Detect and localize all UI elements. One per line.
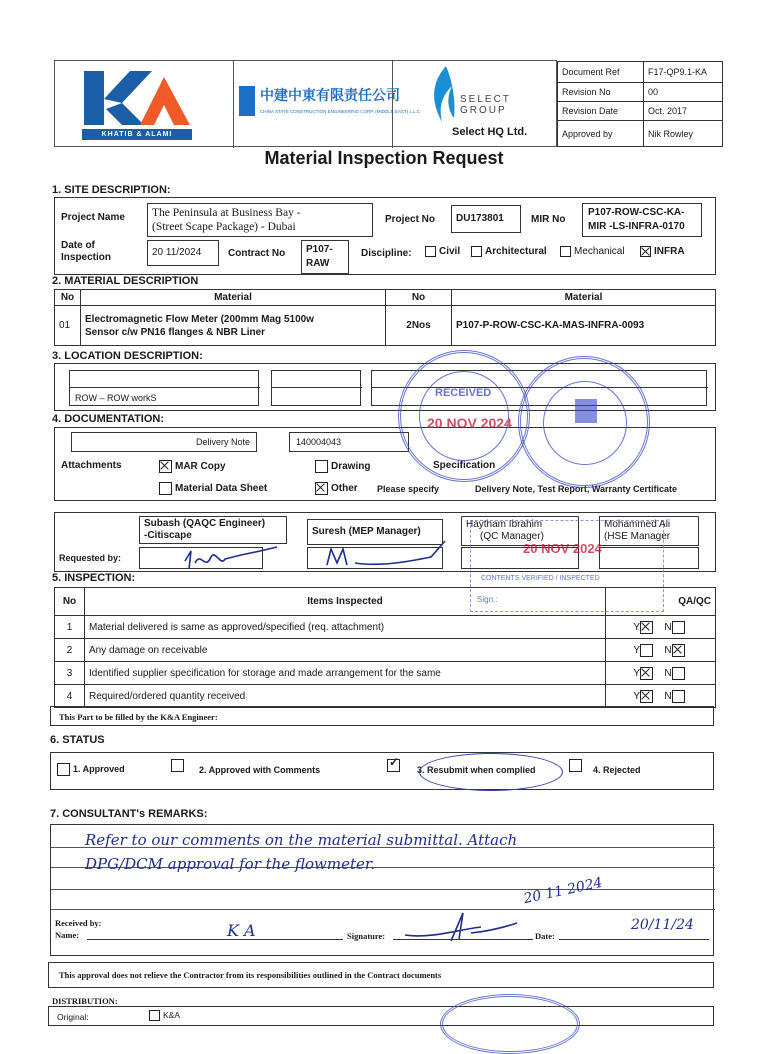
status-rejected[interactable] <box>569 759 585 772</box>
received-by-label <box>55 917 102 941</box>
status-resubmit-label: 3. Resubmit when complied <box>417 765 536 775</box>
date-label-line1: Date of <box>61 240 95 251</box>
inspection-row <box>55 662 716 685</box>
section-material-heading: 2. MATERIAL DESCRIPTION <box>52 275 199 287</box>
page-title: Material Inspection Request <box>264 148 504 168</box>
doc-control-row <box>558 102 723 121</box>
checkbox-mar-copy[interactable] <box>159 460 172 473</box>
doc-control-row <box>558 62 723 83</box>
checkbox-no[interactable] <box>672 621 685 634</box>
distribution-heading: DISTRIBUTION: <box>52 996 118 1006</box>
inspection-col-no: No <box>55 588 85 616</box>
inspection-row-text: Any damage on receivable <box>85 639 606 662</box>
contract-no-line1: P107- <box>306 244 333 255</box>
inspection-row-no: 4 <box>55 685 85 708</box>
attachment-other-label: Other <box>331 483 358 495</box>
other-attachments-text: Delivery Note, Test Report, Warranty Certificate <box>475 484 678 494</box>
doc-control-value: Nik Rowley <box>644 121 723 147</box>
inspection-row-no: 2 <box>55 639 85 662</box>
attachment-mar-copy-label: MAR Copy <box>175 461 226 473</box>
resubmit-ink-circle <box>419 753 563 791</box>
signature-label: Signature: <box>347 931 386 941</box>
cscec-chinese-name: 中建中東有限责任公司 <box>260 88 400 104</box>
discipline-label: Discipline: <box>361 248 412 259</box>
distribution-original-option[interactable] <box>149 1010 180 1021</box>
name-underline <box>87 939 343 940</box>
project-no-label: Project No <box>385 214 436 225</box>
project-name-line1: The Peninsula at Business Bay - <box>152 207 301 219</box>
received-by-name: K A <box>227 921 256 940</box>
no-label: N <box>664 621 672 633</box>
no-label: N <box>664 644 672 656</box>
yes-label: Y <box>633 644 641 656</box>
material-row <box>55 306 716 346</box>
select-logo-line1: SELECT <box>460 94 511 105</box>
remarks-box <box>50 824 714 956</box>
material-header-row <box>55 290 716 306</box>
material-table <box>54 289 716 346</box>
checkbox-mechanical[interactable] <box>560 246 571 257</box>
doc-control-value: F17-QP9.1-KA <box>644 62 723 83</box>
qc-stamp-text: CONTENTS VERIFIED / INSPECTED <box>481 575 600 582</box>
select-logo-caption: Select HQ Ltd. <box>452 126 528 138</box>
checkbox-rejected[interactable] <box>569 759 582 772</box>
inspection-row-answer <box>606 662 716 685</box>
requester-1-org: -Citiscape <box>144 530 192 541</box>
date-label: Date: <box>535 931 555 941</box>
checkbox-other[interactable] <box>315 482 328 495</box>
distribution-box <box>48 1006 714 1026</box>
attachment-specification-label: Specification <box>433 460 496 471</box>
inspection-col-items: Items Inspected <box>85 588 606 616</box>
attachment-material-data-sheet[interactable] <box>159 482 267 495</box>
header-logo-block <box>54 60 557 147</box>
select-flame-icon <box>428 64 456 124</box>
status-approved-label: 1. Approved <box>73 763 125 774</box>
received-by-text: Received by: <box>55 918 102 928</box>
cscec-stamp-inner-ring <box>543 381 627 465</box>
checkbox-yes[interactable] <box>640 621 653 634</box>
material-col-material: Material <box>81 290 386 306</box>
material-col-no2: No <box>386 290 452 306</box>
cscec-icon <box>239 86 255 116</box>
mir-no-line1: P107-ROW-CSC-KA- <box>588 207 685 218</box>
inspection-row-text: Material delivered is same as approved/specified (req. attachment) <box>85 616 606 639</box>
delivery-note-label: Delivery Note <box>71 432 257 452</box>
doc-control-value: 00 <box>644 83 723 102</box>
inspection-row <box>55 685 716 708</box>
inspection-row-no: 3 <box>55 662 85 685</box>
checkbox-drawing[interactable] <box>315 460 328 473</box>
status-resubmit[interactable] <box>387 759 403 772</box>
location-value: ROW – ROW workS <box>75 393 157 403</box>
discipline-civil-label: Civil <box>439 246 461 258</box>
contract-no-value <box>301 240 349 274</box>
cscec-english-name: CHINA STATE CONSTRUCTION ENGINEERING CORP. (MIDDLE EAST) L.L.C <box>260 109 421 114</box>
remarks-handwritten-line1: Refer to our comments on the material submittal. Attach <box>85 831 518 849</box>
requested-by-label: Requested by: <box>59 553 122 563</box>
inspection-row-answer <box>606 639 716 662</box>
section-site-heading: 1. SITE DESCRIPTION: <box>52 184 171 196</box>
attachment-mds-label: Material Data Sheet <box>175 483 268 495</box>
please-specify-label: Please specify <box>377 484 440 494</box>
project-name-value <box>147 203 373 237</box>
project-name-line2: (Street Scape Package) - Dubai <box>152 221 296 233</box>
inspection-footer-note: This Part to be filled by the K&A Engineer: <box>50 706 714 726</box>
section-status-heading: 6. STATUS <box>50 734 105 746</box>
yes-label: Y <box>633 621 641 633</box>
qc-verification-stamp <box>470 520 664 612</box>
bottom-corporate-stamp <box>440 994 580 1054</box>
no-label: N <box>664 690 672 702</box>
doc-control-label: Document Ref <box>558 62 644 83</box>
status-approved[interactable] <box>57 763 125 776</box>
distribution-ka-label: K&A <box>163 1010 181 1020</box>
date-of-inspection-value: 20 11/2024 <box>147 240 219 266</box>
checkbox-yes[interactable] <box>640 667 653 680</box>
material-row-qty: 2Nos <box>386 306 452 346</box>
requester-1 <box>139 516 287 544</box>
status-box <box>50 752 714 790</box>
mir-no-label: MIR No <box>531 214 566 225</box>
requester-1-name: Subash (QAQC Engineer) <box>144 518 266 529</box>
select-logo-line2: GROUP <box>460 105 507 116</box>
material-row-ref: P107-P-ROW-CSC-KA-MAS-INFRA-0093 <box>452 306 716 346</box>
inspection-row-text: Required/ordered quantity received <box>85 685 606 708</box>
contract-no-line2: RAW <box>306 258 330 269</box>
checkbox-material-data-sheet[interactable] <box>159 482 172 495</box>
received-date-value: 20/11/24 <box>631 917 694 933</box>
inspection-row-answer <box>606 685 716 708</box>
checkbox-yes[interactable] <box>640 644 653 657</box>
section-remarks-heading: 7. CONSULTANT's REMARKS: <box>50 808 208 820</box>
checkbox-no[interactable] <box>672 667 685 680</box>
section-documentation-heading: 4. DOCUMENTATION: <box>52 413 165 425</box>
requester-4-title: (HSE Manager <box>604 531 671 542</box>
yes-label: Y <box>633 690 641 702</box>
material-row-description <box>81 306 386 346</box>
checkbox-yes[interactable] <box>640 690 653 703</box>
location-field-2 <box>271 370 361 406</box>
inspection-row-text: Identified supplier specification for storage and made arrangement for the same <box>85 662 606 685</box>
received-stamp <box>398 350 530 482</box>
requester-2-name: Suresh (MEP Manager) <box>312 526 421 537</box>
discipline-mechanical-label: Mechanical <box>574 246 625 258</box>
discipline-architectural-label: Architectural <box>485 246 547 258</box>
checkbox-distribution-ka[interactable] <box>149 1010 160 1021</box>
date-label-line2: Inspection <box>61 252 112 263</box>
requester-3-title: (QC Manager) <box>480 531 544 542</box>
attachments-label: Attachments <box>61 460 122 471</box>
inspection-row-answer <box>606 616 716 639</box>
section-inspection-heading: 5. INSPECTION: <box>52 572 136 584</box>
khatib-alami-logo-text: KHATIB & ALAMI <box>101 131 173 138</box>
remarks-handwritten-date: 20 11 2024 <box>522 874 604 908</box>
location-field-1 <box>69 370 259 406</box>
subash-signature <box>181 541 281 573</box>
doc-control-label: Revision Date <box>558 102 644 121</box>
qc-stamp-sign-label: Sign.: <box>477 595 498 604</box>
status-approved-comments[interactable] <box>171 759 187 772</box>
cscec-stamp-emblem <box>575 399 597 423</box>
name-label: Name: <box>55 930 80 940</box>
discipline-infra[interactable] <box>640 246 685 257</box>
discipline-architectural[interactable] <box>471 246 547 257</box>
checkbox-civil[interactable] <box>425 246 436 257</box>
remarks-ruled-line <box>51 889 715 890</box>
status-rejected-label: 4. Rejected <box>593 765 641 775</box>
attachment-drawing-label: Drawing <box>331 461 371 473</box>
doc-control-row <box>558 83 723 102</box>
project-no-value: DU173801 <box>451 205 521 233</box>
material-desc-line2: Sensor c/w PN16 flanges & NBR Liner <box>85 326 266 338</box>
inspection-row <box>55 616 716 639</box>
attachment-drawing[interactable] <box>315 460 370 473</box>
requester-3-name: Haytham Ibrahim <box>466 519 543 530</box>
checkbox-no[interactable] <box>672 644 685 657</box>
received-stamp-date: 20 NOV 2024 <box>427 415 512 431</box>
checkbox-approved[interactable] <box>57 763 70 776</box>
checkbox-resubmit[interactable] <box>387 759 400 772</box>
inspection-row-no: 1 <box>55 616 85 639</box>
site-description-box <box>54 197 716 275</box>
section-location-heading: 3. LOCATION DESCRIPTION: <box>52 350 203 362</box>
date-underline <box>559 939 709 940</box>
remarks-handwritten-line2: DPG/DCM approval for the flowmeter. <box>85 855 376 873</box>
distribution-original-label: Original: <box>57 1012 89 1022</box>
cscec-corporate-stamp <box>518 356 650 488</box>
no-label: N <box>664 667 672 679</box>
disclaimer: This approval does not relieve the Contractor from its responsibilities outlined in the Contract documents <box>48 962 714 988</box>
material-col-no: No <box>55 290 81 306</box>
qc-stamp-date: 20 NOV 2024 <box>523 541 602 556</box>
inspection-row <box>55 639 716 662</box>
contract-no-label: Contract No <box>228 248 286 259</box>
suresh-signature <box>321 537 451 573</box>
material-desc-line1: Electromagnetic Flow Meter (200mm Mag 5100w <box>85 313 314 325</box>
mir-no-value <box>582 203 702 237</box>
yes-label: Y <box>633 667 641 679</box>
attachment-other[interactable] <box>315 482 358 495</box>
location-field-divider <box>70 387 260 388</box>
cscec-logo <box>233 61 421 148</box>
checkbox-infra[interactable] <box>640 246 651 257</box>
inspection-col-qaqc: QA/QC <box>606 588 716 616</box>
doc-control-value: Oct. 2017 <box>644 102 723 121</box>
doc-control-row <box>558 121 723 147</box>
delivery-note-number: 140004043 <box>289 432 409 452</box>
checkbox-no[interactable] <box>672 690 685 703</box>
discipline-mechanical[interactable] <box>560 246 625 257</box>
remarks-ruled-line <box>51 909 715 910</box>
status-approved-comments-label: 2. Approved with Comments <box>199 765 321 775</box>
received-stamp-word: RECEIVED <box>435 387 492 399</box>
checkbox-architectural[interactable] <box>471 246 482 257</box>
doc-control-label: Approved by <box>558 121 644 147</box>
mir-no-line2: MIR -LS-INFRA-0170 <box>588 221 685 232</box>
document-control-table <box>557 61 723 147</box>
requester-4-name: Mohammed Ali <box>604 519 671 530</box>
material-row-no: 01 <box>55 306 81 346</box>
date-of-inspection-label <box>61 240 111 264</box>
select-group-logo <box>420 64 555 146</box>
doc-control-label: Revision No <box>558 83 644 102</box>
khatib-alami-logo <box>82 69 192 141</box>
checkbox-approved-comments[interactable] <box>171 759 184 772</box>
discipline-infra-label: INFRA <box>654 246 685 258</box>
material-col-material2: Material <box>452 290 716 306</box>
attachment-mar-copy[interactable] <box>159 460 226 473</box>
location-field-2-divider <box>272 387 362 388</box>
project-name-label: Project Name <box>61 212 125 223</box>
discipline-civil[interactable] <box>425 246 460 257</box>
consultant-signature <box>401 909 521 943</box>
